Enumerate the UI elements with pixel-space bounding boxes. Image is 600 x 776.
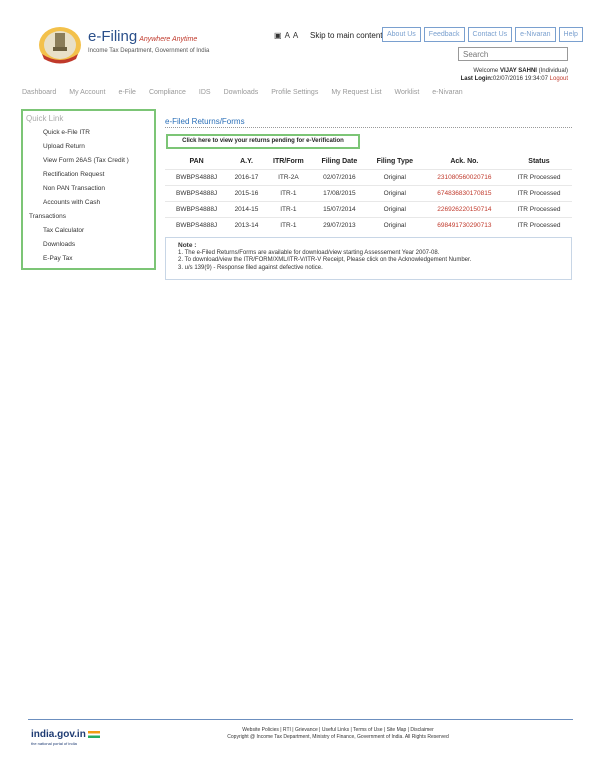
quick-link-panel: [21, 109, 156, 270]
last-login-label: Last Login:: [460, 76, 493, 82]
about-us-button[interactable]: About Us: [382, 27, 421, 42]
note-box: [165, 237, 572, 280]
nav-my-account[interactable]: My Account: [69, 89, 106, 96]
cell-filing-type: Original: [367, 185, 423, 201]
cell-pan: BWBPS4888J: [165, 217, 228, 233]
ack-number-link[interactable]: 698491730290713: [423, 217, 506, 233]
india-gov-logo[interactable]: india.gov.in: [31, 729, 100, 740]
cell-filing-date: 29/07/2013: [312, 217, 367, 233]
cell-filing-type: Original: [367, 201, 423, 217]
pending-everification-button[interactable]: Click here to view your returns pending for e-Verification: [166, 134, 360, 149]
col-ack-no: Ack. No.: [450, 158, 479, 166]
font-size-a-large-button[interactable]: A: [292, 31, 299, 40]
quick-link-tax-calculator[interactable]: Tax Calculator: [43, 227, 85, 234]
feedback-button[interactable]: Feedback: [424, 27, 465, 42]
table-row: [165, 201, 572, 217]
table-row: [165, 169, 572, 185]
main-nav: [22, 89, 463, 96]
header: [0, 0, 600, 90]
title-divider: [165, 127, 572, 128]
cell-filing-type: Original: [367, 217, 423, 233]
nav-e-file[interactable]: e-File: [118, 89, 136, 96]
cell-status: ITR Processed: [506, 201, 572, 217]
last-login-value: 02/07/2016 19:34:07: [492, 76, 548, 82]
user-name: VIJAY SAHNI: [499, 68, 537, 74]
quick-link-transactions[interactable]: Transactions: [29, 213, 66, 220]
logo-title: e-Filing Anywhere Anytime: [88, 28, 198, 45]
cell-ay: 2014-15: [228, 201, 265, 217]
contact-us-button[interactable]: Contact Us: [468, 27, 513, 42]
nav-my-request-list[interactable]: My Request List: [331, 89, 382, 96]
quick-link-non-pan-transaction[interactable]: Non PAN Transaction: [43, 185, 106, 192]
col-itr-form: ITR/Form: [273, 158, 304, 166]
quick-link-downloads[interactable]: Downloads: [43, 241, 76, 248]
india-gov-subtitle: the national portal of india: [31, 741, 77, 746]
col-filing-type: Filing Type: [376, 158, 414, 166]
cell-pan: BWBPS4888J: [165, 169, 228, 185]
cell-filing-date: 17/08/2015: [312, 185, 367, 201]
skip-to-main-link[interactable]: Skip to main content: [310, 31, 383, 40]
ack-number-link[interactable]: 231080560020716: [423, 169, 506, 185]
cell-itr-form: ITR-1: [265, 201, 312, 217]
nav-worklist[interactable]: Worklist: [394, 89, 420, 96]
quick-link-accounts-with-cash[interactable]: Accounts with Cash: [43, 199, 101, 206]
quick-link-rectification-request[interactable]: Rectification Request: [43, 171, 105, 178]
search-input[interactable]: [458, 47, 568, 61]
footer-copyright: Copyright @ Income Tax Department, Ministry of Finance, Government of India. All Rights Reserved: [227, 734, 449, 740]
quick-link-view-form-26as[interactable]: View Form 26AS (Tax Credit ): [43, 157, 129, 164]
note-line: 3. u/s 139(9) - Response filed against defective notice.: [178, 264, 323, 271]
efiling-logo[interactable]: [38, 26, 243, 64]
cell-status: ITR Processed: [506, 169, 572, 185]
nav-e-nivaran[interactable]: e-Nivaran: [432, 89, 463, 96]
nav-compliance[interactable]: Compliance: [148, 89, 186, 96]
col-ay: A.Y.: [240, 158, 253, 166]
flag-icon: [88, 731, 100, 738]
cell-filing-date: 02/07/2016: [312, 169, 367, 185]
footer-links: [198, 727, 478, 741]
cell-status: ITR Processed: [506, 217, 572, 233]
emblem-icon: [38, 26, 82, 64]
nav-downloads[interactable]: Downloads: [223, 89, 259, 96]
col-filing-date: Filing Date: [321, 158, 358, 166]
screen-reader-icon[interactable]: ▣: [274, 31, 282, 40]
quick-link-quick-e-file-itr[interactable]: Quick e-File ITR: [43, 129, 90, 136]
nav-ids[interactable]: IDS: [198, 89, 211, 96]
cell-ay: 2016-17: [228, 169, 265, 185]
cell-filing-type: Original: [367, 169, 423, 185]
table-row: [165, 185, 572, 201]
ack-number-link[interactable]: 226926220150714: [423, 201, 506, 217]
quick-link-title: Quick Link: [26, 114, 64, 123]
cell-filing-date: 15/07/2014: [312, 201, 367, 217]
note-line: 2. To download/view the ITR/FORM/XML/ITR-V/ITR-V Receipt, Please click on the Acknowledgement Number.: [178, 257, 472, 263]
user-type: (Individual): [538, 68, 568, 74]
cell-itr-form: ITR-1: [265, 185, 312, 201]
footer-divider: [28, 719, 573, 720]
ack-number-link[interactable]: 674836830170815: [423, 185, 506, 201]
note-line: 1. The e-Filed Returns/Forms are available for download/view starting Assessement Year 2007-08.: [178, 249, 440, 256]
table-row: [165, 217, 572, 233]
logout-link[interactable]: Logout: [549, 76, 568, 82]
cell-status: ITR Processed: [506, 185, 572, 201]
accessibility-controls: [274, 31, 301, 40]
welcome-panel: [461, 67, 568, 83]
table-header-row: [165, 155, 572, 169]
e-nivaran-button[interactable]: e-Nivaran: [515, 27, 555, 42]
footer-policy-links[interactable]: Website Policies | RTI | Grievance | Useful Links | Terms of Use | Site Map | Disclaimer: [242, 727, 434, 733]
col-status: Status: [528, 158, 550, 166]
logo-tagline: Anywhere Anytime: [139, 36, 198, 43]
cell-ay: 2015-16: [228, 185, 265, 201]
nav-profile-settings[interactable]: Profile Settings: [271, 89, 319, 96]
page-title: e-Filed Returns/Forms: [165, 117, 245, 126]
top-links: [382, 27, 583, 42]
note-title: Note :: [178, 242, 197, 249]
returns-table: [165, 155, 572, 233]
quick-link-e-pay-tax[interactable]: E-Pay Tax: [43, 255, 73, 262]
cell-itr-form: ITR-1: [265, 217, 312, 233]
cell-pan: BWBPS4888J: [165, 185, 228, 201]
help-button[interactable]: Help: [559, 27, 583, 42]
cell-pan: BWBPS4888J: [165, 201, 228, 217]
col-pan: PAN: [189, 158, 204, 166]
font-size-a-button[interactable]: A: [284, 31, 290, 40]
welcome-prefix: Welcome: [473, 68, 499, 74]
nav-dashboard[interactable]: Dashboard: [22, 89, 57, 96]
cell-ay: 2013-14: [228, 217, 265, 233]
cell-itr-form: ITR-2A: [265, 169, 312, 185]
logo-subtitle: Income Tax Department, Government of India: [88, 48, 210, 54]
quick-link-upload-return[interactable]: Upload Return: [43, 143, 85, 150]
